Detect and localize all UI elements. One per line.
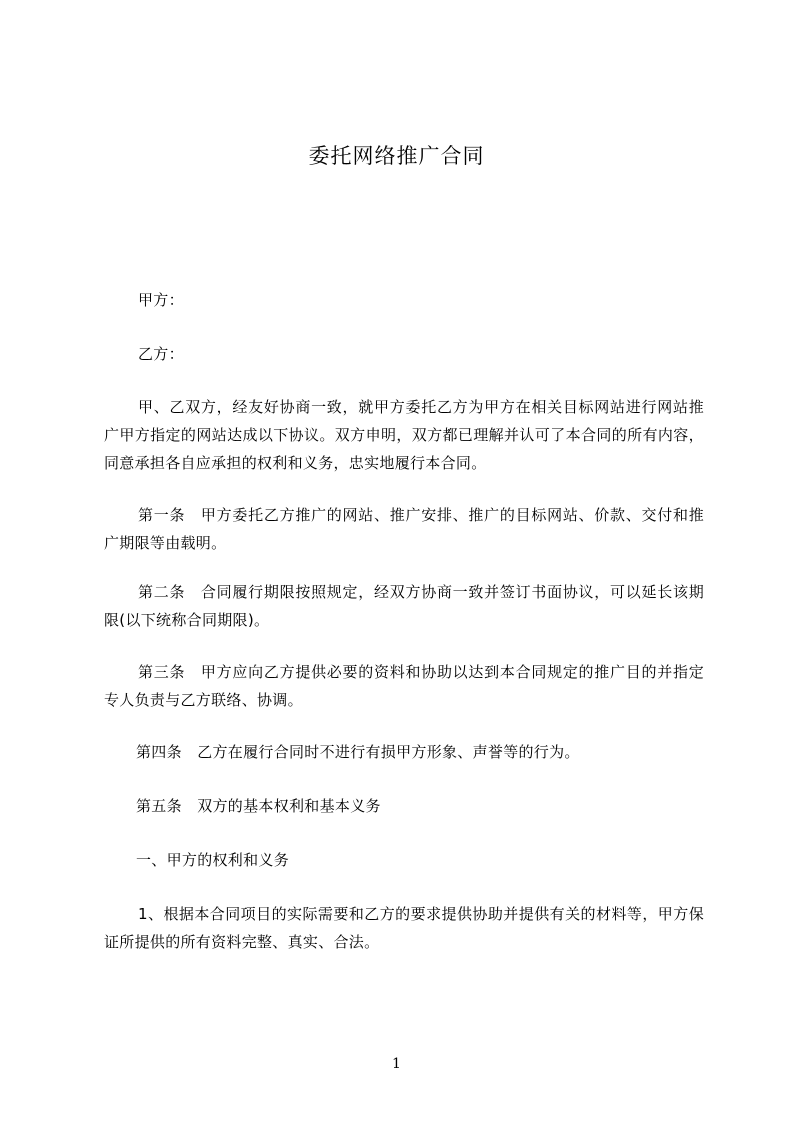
preamble-paragraph: 甲、乙双方，经友好协商一致，就甲方委托乙方为甲方在相关目标网站进行网站推广甲方指定的网站达成以下协议。双方申明，双方都已理解并认可了本合同的所有内容，同意承担各自应承担的权利和义务，忠实地履行本合同。 [104,398,704,472]
page-number: 1 [392,1056,401,1072]
article-1: 第一条 甲方委托乙方推广的网站、推广安排、推广的目标网站、价款、交付和推广期限等由载明。 [104,506,704,552]
party-a-label: 甲方： [138,291,184,309]
article-2: 第二条 合同履行期限按照规定，经双方协商一致并签订书面协议，可以延长该期限(以下统称合同期限)。 [104,583,704,629]
section-1-heading: 一、甲方的权利和义务 [136,851,290,869]
document-title: 委托网络推广合同 [308,144,485,168]
article-5: 第五条 双方的基本权利和基本义务 [136,797,381,815]
article-3: 第三条 甲方应向乙方提供必要的资料和协助以达到本合同规定的推广目的并指定专人负责与乙方联络、协调。 [104,663,704,709]
article-4: 第四条 乙方在履行合同时不进行有损甲方形象、声誉等的行为。 [136,743,580,761]
clause-1: 1、根据本合同项目的实际需要和乙方的要求提供协助并提供有关的材料等，甲方保证所提供的所有资料完整、真实、合法。 [104,905,704,951]
party-b-label: 乙方： [138,345,184,363]
